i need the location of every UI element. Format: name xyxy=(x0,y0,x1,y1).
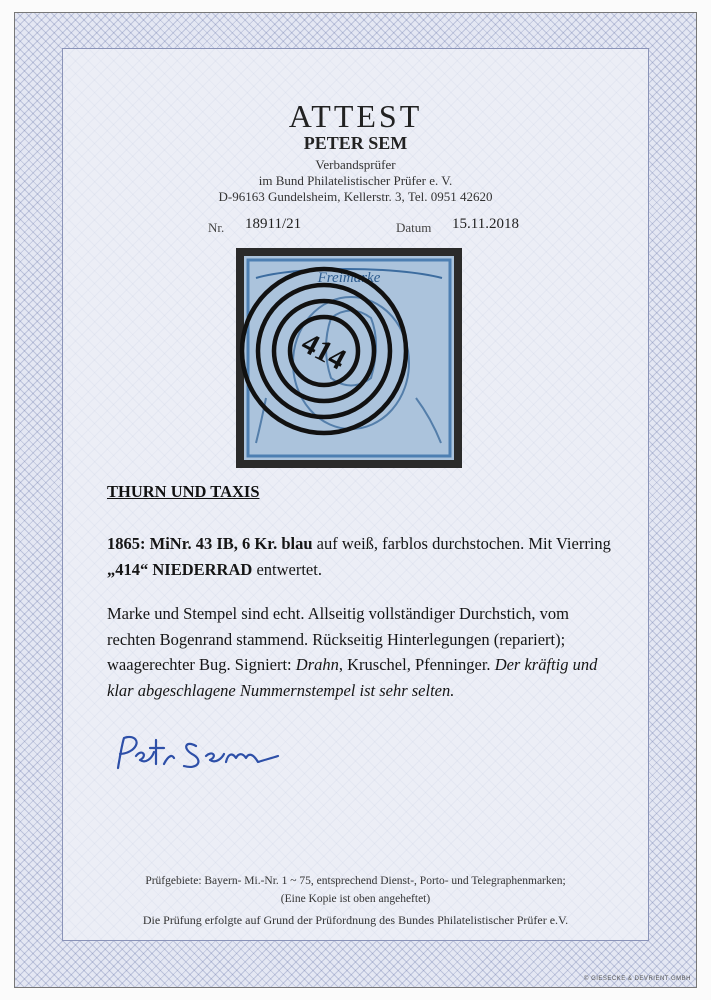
date-label: Datum xyxy=(396,220,432,235)
opinion-text-mid: , Kruschel, Pfenninger. xyxy=(338,655,495,674)
examination-scope: Prüfgebiete: Bayern- Mi.-Nr. 1 ~ 75, entsprechend Dienst-, Porto- und Telegraphenmarken; xyxy=(145,875,566,887)
examiner-name: PETER SEM xyxy=(303,133,408,153)
printer-imprint: © GIESECKE & DEVRIENT GMBH xyxy=(584,976,691,982)
certificate-number: 18911/21 xyxy=(245,216,302,232)
description-text: auf weiß, farblos durchstochen. Mit Vierring xyxy=(312,534,611,553)
description-text-end: entwertet. xyxy=(252,559,322,579)
examiner-association: im Bund Philatelistischer Prüfer e. V. xyxy=(258,173,453,188)
expert-opinion xyxy=(107,601,617,703)
regulation-note: Die Prüfung erfolgte auf Grund der Prüfordnung des Bundes Philatelistischer Prüfer e.V. xyxy=(142,913,569,927)
nr-label: Nr. xyxy=(208,220,225,235)
stamp-photo xyxy=(236,248,462,468)
examiner-address: D-96163 Gundelsheim, Kellerstr. 3, Tel. 0951 42620 xyxy=(218,189,493,204)
cancel-number: 414 xyxy=(296,326,352,377)
signer-drahn: Drahn xyxy=(295,655,339,674)
attest-title: ATTEST xyxy=(288,98,423,134)
stamp-description xyxy=(107,531,617,582)
examiner-role: Verbandsprüfer xyxy=(315,157,396,172)
copy-note: (Eine Kopie ist oben angeheftet) xyxy=(280,893,431,905)
rarity-note: Der kräftig und klar abgeschlagene Nummernstempel ist sehr selten. xyxy=(107,655,598,700)
catalog-reference: 1865: MiNr. 43 IB, 6 Kr. blau xyxy=(107,534,313,553)
certificate-date: 15.11.2018 xyxy=(452,216,519,232)
stamp-inscription: Freimarke xyxy=(317,270,381,286)
opinion-text: Marke und Stempel sind echt. Allseitig vollständiger Durchstich, vom rechten Bogenrand stammend. Rückseitig Hinterlegungen (repariert); waagerechter Bug. Signiert: xyxy=(107,604,569,674)
handwritten-signature xyxy=(112,734,282,774)
stamp-area-heading: THURN UND TAXIS xyxy=(107,482,260,501)
cancel-reference: „414“ NIEDERRAD xyxy=(107,559,253,579)
